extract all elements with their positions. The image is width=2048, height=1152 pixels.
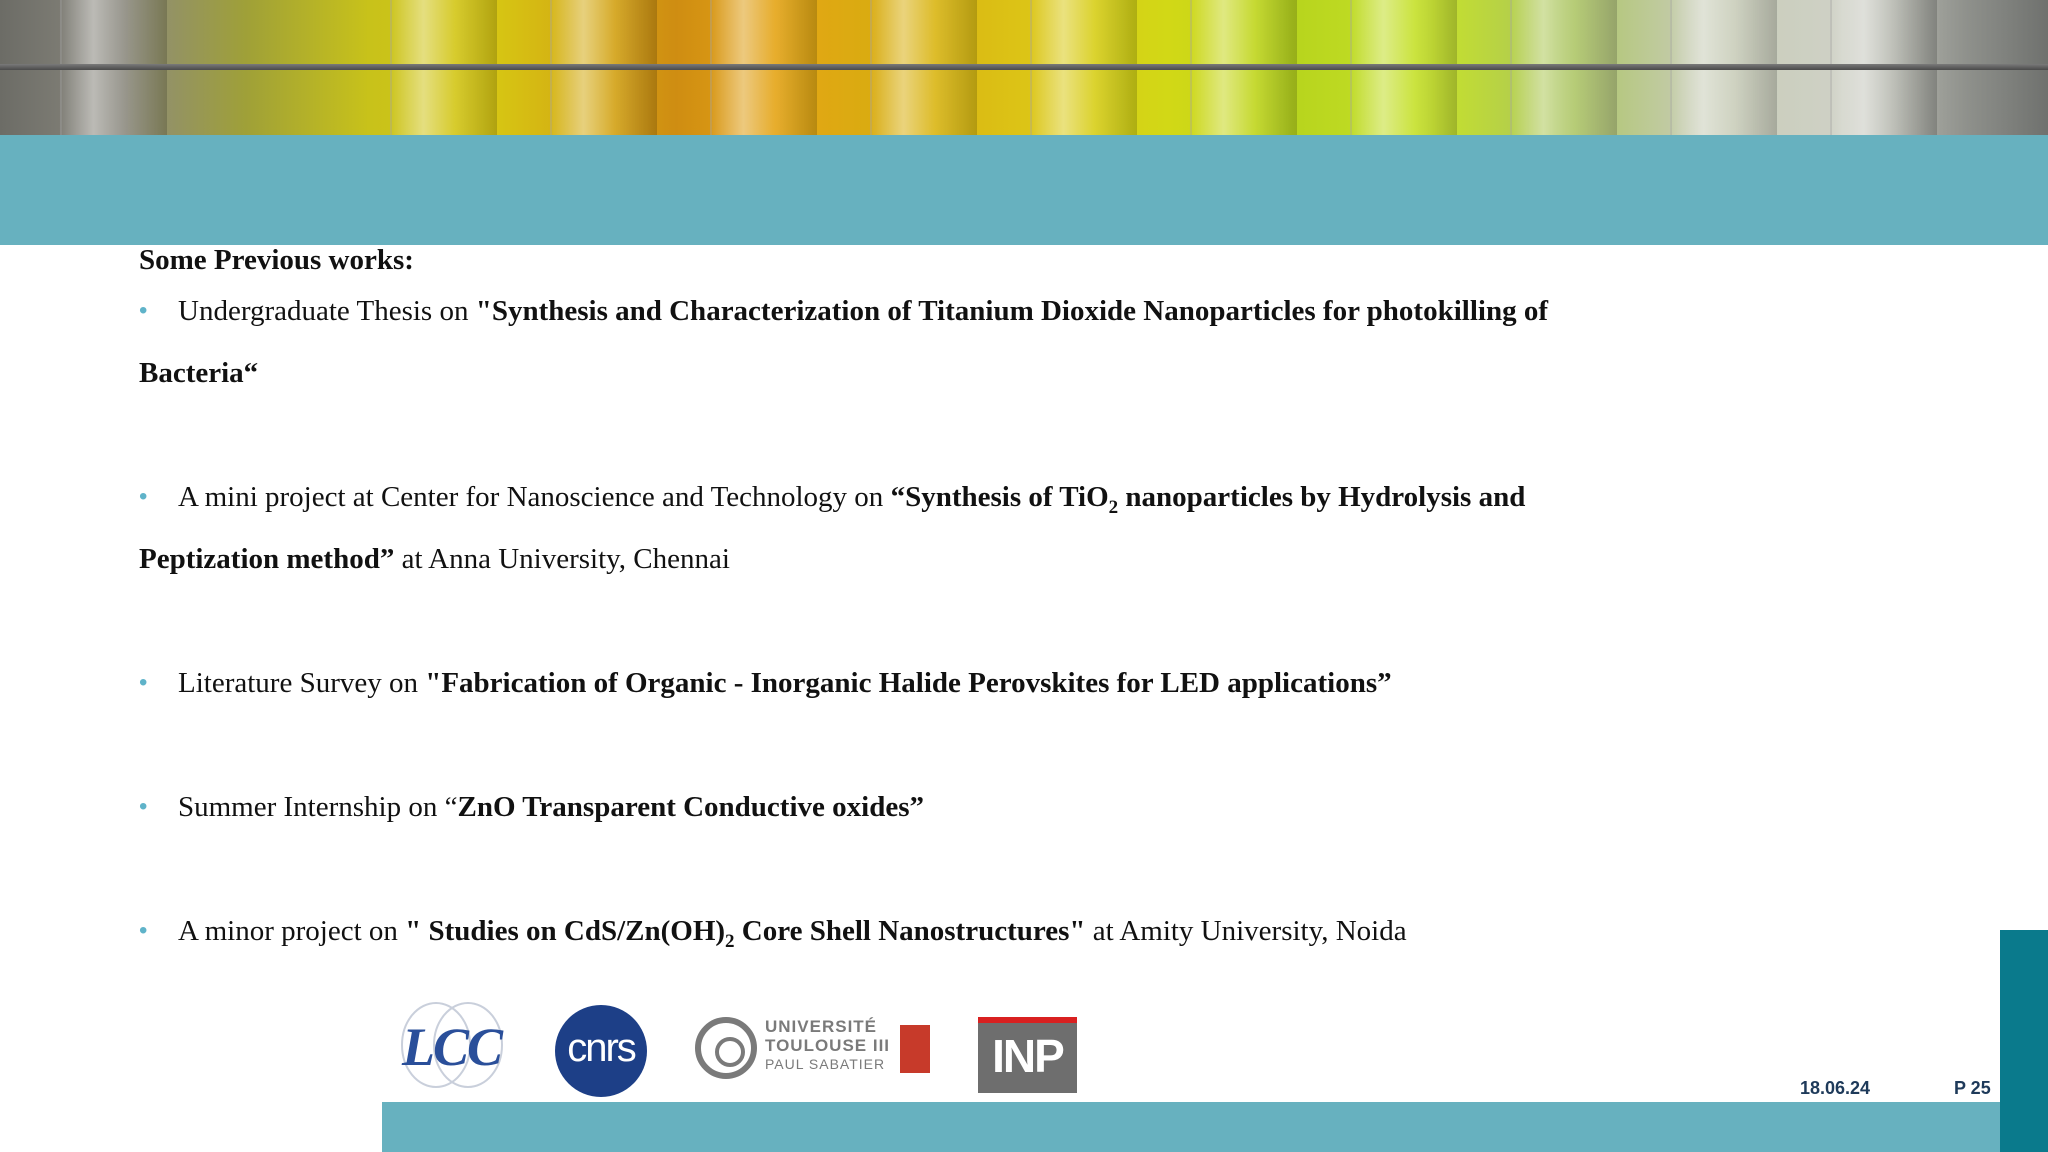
- bullet: •: [139, 297, 148, 324]
- item-text: Summer Internship on “: [178, 791, 458, 823]
- ut3-line3: PAUL SABATIER: [765, 1056, 886, 1072]
- item-title: ZnO Transparent Conductive oxides”: [457, 791, 924, 823]
- item-title-after: nanoparticles by Hydrolysis and: [1118, 481, 1526, 513]
- footer-band: [382, 1102, 2048, 1152]
- item-title-cont: Peptization method”: [139, 543, 395, 575]
- item-text: A mini project at Center for Nanoscience and Technology on: [178, 481, 891, 513]
- inp-logo-text: INP: [992, 1030, 1063, 1082]
- item-title: "Synthesis and Characterization of Titanium Dioxide Nanoparticles for photokilling of: [475, 295, 1548, 327]
- bullet: •: [139, 917, 148, 944]
- subscript: 2: [725, 931, 735, 952]
- item-title-cont: Bacteria“: [139, 357, 259, 389]
- header-photo-vials: [0, 0, 2048, 135]
- item-title: " Studies on CdS/Zn(OH): [405, 915, 726, 947]
- slide-heading: Some Previous works:: [139, 244, 414, 276]
- subscript: 2: [1108, 497, 1119, 518]
- ut3-line1: UNIVERSITÉ: [765, 1017, 878, 1036]
- slide-date: 18.06.24: [1800, 1078, 1871, 1098]
- lcc-logo-text: LCC: [402, 1017, 502, 1077]
- bullet: •: [139, 793, 148, 820]
- cnrs-logo: [555, 1005, 647, 1097]
- list-item: [139, 900, 1739, 962]
- item-title: "Fabrication of Organic - Inorganic Halide Perovskites for LED applications”: [425, 667, 1392, 699]
- item-text: Literature Survey on: [178, 667, 426, 699]
- list-item: [139, 466, 1739, 590]
- ut3-logo: [695, 1015, 935, 1085]
- cnrs-logo-text: cnrs: [567, 1026, 635, 1070]
- bullet: •: [139, 669, 148, 696]
- list-item: [139, 280, 1739, 404]
- slide-content: [139, 240, 1739, 962]
- page-number: P 25: [1954, 1078, 1991, 1098]
- header-band: [0, 135, 2048, 245]
- list-item: [139, 652, 1739, 714]
- item-text: A minor project on: [178, 915, 406, 947]
- bullet: •: [139, 483, 148, 510]
- lcc-logo: [398, 1000, 506, 1090]
- inp-logo: [978, 1017, 1077, 1093]
- side-accent-bar: [2000, 930, 2048, 1152]
- item-title-after: Core Shell Nanostructures": [734, 915, 1086, 947]
- item-title: “Synthesis of TiO: [890, 481, 1109, 513]
- item-text-cont: at Anna University, Chennai: [394, 543, 730, 575]
- ut3-seal-icon: [695, 1017, 757, 1079]
- item-text: Undergraduate Thesis on: [178, 295, 476, 327]
- ut3-line2: TOULOUSE III: [765, 1036, 891, 1055]
- vial-rack-rail: [0, 64, 2048, 70]
- item-text-after: at Amity University, Noida: [1085, 915, 1407, 947]
- ut3-badge-icon: [900, 1025, 930, 1073]
- list-item: [139, 776, 1739, 838]
